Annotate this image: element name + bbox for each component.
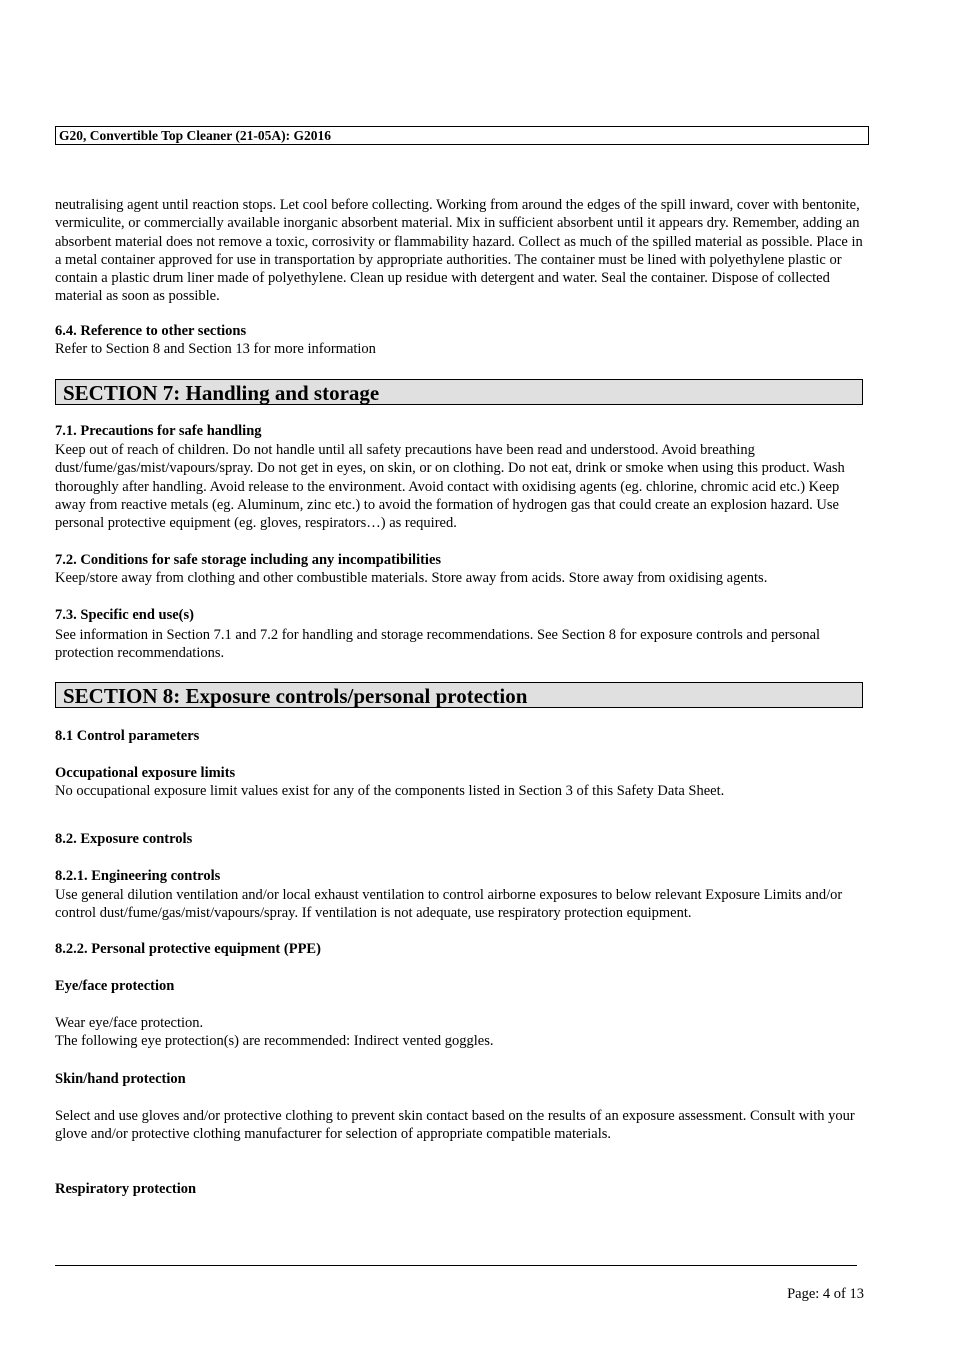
skin-protection-text: Select and use gloves and/or protective clothing to prevent skin contact based on the results of an exposure assessment. Consult with your glove and/or protective clothing manufacturer for selection of appropriate compatible materials. bbox=[55, 1108, 855, 1143]
section-7-1-text: Keep out of reach of children. Do not handle until all safety precautions have been read and understood. Avoid breathing dust/fume/gas/mist/vapours/spray. Do not get in eyes, on skin, or on clothing. Do not eat, drink or smoke when using this product. Wash thoroughly after handling. Avoid release to the environment. Avoid contact with oxidising agents (eg. chlorine, chromic acid etc.) Keep away from reactive metals (eg. Aluminum, zinc etc.) to avoid the formation of hydrogen gas that could create an explosion hazard. Use personal protective equipment (eg. gloves, respirators…) as required. bbox=[55, 442, 845, 532]
section-7-title: SECTION 7: Handling and storage bbox=[55, 379, 863, 405]
footer-divider bbox=[55, 1265, 857, 1266]
section-7-3-text: See information in Section 7.1 and 7.2 for handling and storage recommendations. See Section 8 for exposure controls and personal protection recommendations. bbox=[55, 627, 821, 662]
section-7-1-heading: 7.1. Precautions for safe handling bbox=[55, 423, 262, 439]
section-7-3-heading: 7.3. Specific end use(s) bbox=[55, 607, 194, 623]
section-8-2-2-heading: 8.2.2. Personal protective equipment (PPE) bbox=[55, 941, 321, 957]
eye-protection-text-1: Wear eye/face protection. bbox=[55, 1015, 204, 1031]
section-8-title: SECTION 8: Exposure controls/personal protection bbox=[55, 682, 863, 708]
oel-heading: Occupational exposure limits bbox=[55, 765, 236, 781]
spill-cleanup-text: neutralising agent until reaction stops. Let cool before collecting. Working from around the edges of the spill inward, cover with bentonite, vermiculite, or commercially available inorganic absorbent material. Mix in sufficient absorbent until it appears dry. Remember, adding an absorbent material does not remove a toxic, corrosivity or flammability hazard. Collect as much of the spilled material as possible. Place in a metal container approved for use in transportation by appropriate authorities. The container must be lined with polyethylene plastic or contain a plastic drum liner made of polyethylene. Clean up residue with detergent and water. Seal the container. Dispose of collected material as soon as possible. bbox=[55, 197, 863, 305]
section-8-2-1-heading: 8.2.1. Engineering controls bbox=[55, 868, 221, 884]
section-7-2-text: Keep/store away from clothing and other combustible materials. Store away from acids. Store away from oxidising agents. bbox=[55, 570, 768, 586]
section-8-2-1-text: Use general dilution ventilation and/or local exhaust ventilation to control airborne exposures to below relevant Exposure Limits and/or control dust/fume/gas/mist/vapours/spray. If ventilation is not adequate, use respiratory protection equipment. bbox=[55, 887, 843, 922]
respiratory-protection-heading: Respiratory protection bbox=[55, 1181, 197, 1197]
document-header: G20, Convertible Top Cleaner (21-05A): G2016 bbox=[55, 126, 869, 145]
oel-text: No occupational exposure limit values exist for any of the components listed in Section 3 of this Safety Data Sheet. bbox=[55, 783, 725, 799]
section-7-2-heading: 7.2. Conditions for safe storage including any incompatibilities bbox=[55, 552, 442, 568]
eye-protection-heading: Eye/face protection bbox=[55, 978, 175, 994]
skin-protection-heading: Skin/hand protection bbox=[55, 1071, 186, 1087]
eye-protection-text-2: The following eye protection(s) are recommended: Indirect vented goggles. bbox=[55, 1033, 494, 1049]
section-6-4-text: Refer to Section 8 and Section 13 for more information bbox=[55, 341, 376, 357]
section-8-1-heading: 8.1 Control parameters bbox=[55, 728, 200, 744]
section-6-4-heading: 6.4. Reference to other sections bbox=[55, 323, 247, 339]
section-8-2-heading: 8.2. Exposure controls bbox=[55, 831, 193, 847]
page-number: Page: 4 of 13 bbox=[787, 1286, 864, 1302]
